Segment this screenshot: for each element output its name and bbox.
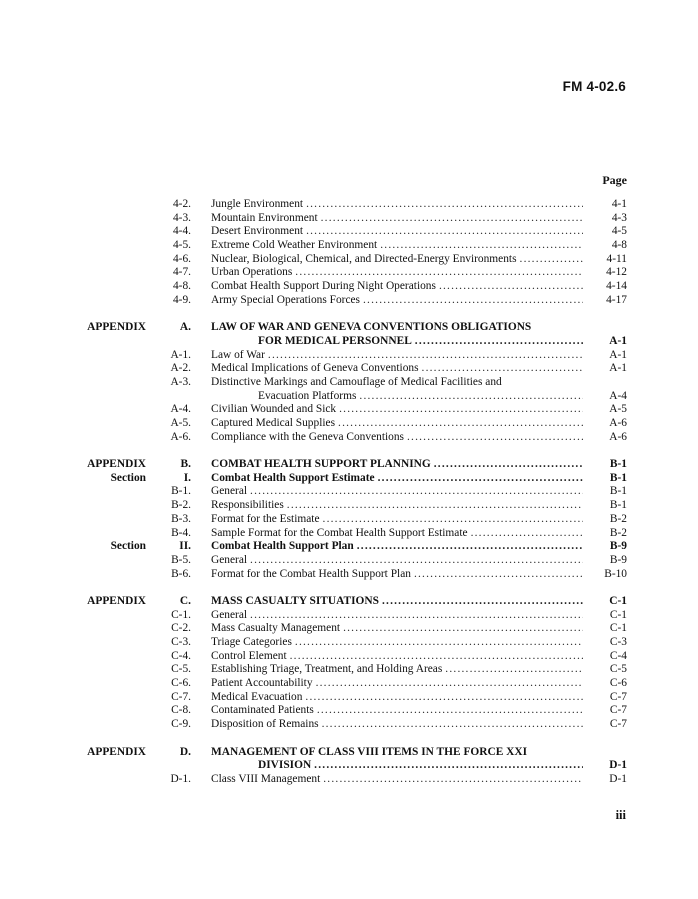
- dot-leader: [290, 650, 583, 664]
- toc-page-number: B-1: [609, 458, 627, 471]
- toc-entry-number: A-5.: [170, 417, 191, 429]
- toc-entry-title-wrap: [211, 609, 583, 623]
- toc-entry: [0, 198, 698, 212]
- toc-page-number: C-7: [609, 718, 627, 731]
- toc-entry-number: A-2.: [170, 362, 191, 375]
- dot-leader: [316, 677, 583, 691]
- toc-entry-number: A-1.: [170, 348, 191, 361]
- toc-entry: [0, 704, 698, 718]
- toc-page-number: B-1: [609, 499, 627, 512]
- toc-entry-title: Army Special Operations Forces: [211, 293, 360, 306]
- toc-entry-title-wrap: [211, 718, 583, 732]
- toc-entry-title-wrap: [211, 650, 583, 664]
- toc-spacer: [0, 732, 698, 746]
- toc-entry-title-wrap: [211, 225, 583, 239]
- toc-entry-title: General: [211, 485, 248, 498]
- dot-leader: [323, 773, 583, 787]
- toc-entry: [0, 527, 698, 541]
- toc-page-number: 4-1: [611, 198, 627, 210]
- toc-page-number: B-1: [609, 485, 627, 498]
- toc-entry-title-wrap: [211, 568, 583, 582]
- toc-entry-title-wrap: [211, 677, 583, 691]
- toc-entry: [0, 212, 698, 226]
- toc-entry-title-wrap: [211, 554, 583, 568]
- toc-entry-number: A-6.: [170, 430, 191, 443]
- toc-entry: [0, 266, 698, 280]
- toc-entry: [0, 390, 698, 404]
- toc-entry: [0, 677, 698, 691]
- toc-spacer: [0, 581, 698, 595]
- toc-entry-number: B.: [180, 458, 191, 471]
- toc-entry-title: Combat Health Support During Night Operations: [211, 280, 436, 293]
- toc-entry: [0, 650, 698, 664]
- dot-leader: [445, 663, 583, 677]
- dot-leader: [380, 239, 583, 253]
- toc-page-number: C-7: [609, 690, 627, 703]
- toc-entry-title-wrap: [211, 704, 583, 718]
- toc-entry-number: 4-8.: [172, 280, 191, 293]
- dot-leader: [357, 540, 583, 554]
- toc-page-number: D-1: [609, 759, 627, 772]
- toc-entry-title: Distinctive Markings and Camouflage of Medical Facilities and: [211, 375, 502, 388]
- dot-leader: [306, 225, 583, 239]
- toc-entry-title: Extreme Cold Weather Environment: [211, 239, 378, 252]
- toc-page-number: D-1: [609, 772, 627, 785]
- toc-entry-title: Responsibilities: [211, 499, 284, 512]
- toc-page-number: A-1: [609, 334, 627, 347]
- toc-entry: [0, 718, 698, 732]
- toc-entry: [0, 431, 698, 445]
- toc-page-number: 4-14: [606, 280, 627, 293]
- dot-leader: [250, 609, 583, 623]
- toc-entry-number: A-3.: [170, 375, 191, 388]
- toc-entry: [0, 362, 698, 376]
- toc-entry: [0, 485, 698, 499]
- toc-page-number: A-1: [609, 362, 627, 375]
- toc-entry-title-wrap: [211, 485, 583, 499]
- toc-entry-number: C.: [179, 594, 191, 607]
- toc-entry-number: D-1.: [170, 772, 191, 785]
- toc-entry-title: Combat Health Support Estimate: [211, 471, 375, 484]
- toc-entry-number: B-3.: [171, 512, 191, 525]
- dot-leader: [338, 417, 583, 431]
- toc-entry-number: 4-2.: [172, 198, 191, 210]
- toc-entry-title: Captured Medical Supplies: [211, 417, 336, 429]
- dot-leader: [422, 362, 583, 376]
- dot-leader: [295, 266, 583, 280]
- dot-leader: [268, 349, 583, 363]
- toc-entry-number: C-8.: [171, 704, 191, 717]
- toc-page-number: C-7: [609, 704, 627, 717]
- toc-page-number: A-1: [609, 348, 627, 361]
- toc-entry-title: Jungle Environment: [211, 198, 304, 210]
- dot-leader: [250, 554, 583, 568]
- toc-entry-number: B-6.: [171, 567, 191, 580]
- toc-entry-title-wrap: [258, 335, 583, 349]
- toc-entry-title: Urban Operations: [211, 266, 293, 279]
- dot-leader: [339, 403, 583, 417]
- toc-part-label: APPENDIX: [87, 458, 146, 471]
- toc-entry: [0, 403, 698, 417]
- toc-entry-title: Desert Environment: [211, 225, 304, 238]
- toc-entry-title-wrap: [211, 746, 583, 760]
- toc-entry-title: Medical Implications of Geneva Conventions: [211, 362, 419, 375]
- dot-leader: [321, 212, 583, 226]
- toc-entry-title-wrap: [211, 527, 583, 541]
- toc-entry-title: Law of War: [211, 348, 265, 361]
- toc-page-number: 4-17: [606, 293, 627, 306]
- dot-leader: [295, 636, 583, 650]
- toc-entry: [0, 499, 698, 513]
- toc-entry: [0, 253, 698, 267]
- toc-entry-number: A-4.: [170, 403, 191, 416]
- toc-entry: [0, 417, 698, 431]
- toc-entry-title: MASS CASUALTY SITUATIONS: [211, 594, 379, 607]
- toc-entry-title: Establishing Triage, Treatment, and Holding Areas: [211, 663, 443, 676]
- toc-entry: [0, 568, 698, 582]
- toc-entry-title: MANAGEMENT OF CLASS VIII ITEMS IN THE FORCE XXI: [211, 745, 528, 758]
- toc-entry-title: Contaminated Patients: [211, 704, 314, 717]
- toc-entry-title: Civilian Wounded and Sick: [211, 403, 337, 416]
- toc-entry-number: C-9.: [171, 718, 191, 731]
- toc-entry: [0, 294, 698, 308]
- toc-entry-title-wrap: [258, 390, 583, 404]
- toc-entry: [0, 513, 698, 527]
- toc-entry: [0, 609, 698, 623]
- toc-entry-number: C-1.: [171, 608, 191, 621]
- dot-leader: [407, 431, 583, 445]
- page-number: iii: [615, 808, 626, 822]
- toc-entry: [0, 554, 698, 568]
- toc-entry: [0, 280, 698, 294]
- toc-entry-number: C-5.: [171, 663, 191, 676]
- toc-entry-title: Medical Evacuation: [211, 690, 303, 703]
- toc-entry: [0, 239, 698, 253]
- toc-entry-title-wrap: [211, 513, 583, 527]
- toc-entry-number: 4-6.: [172, 252, 191, 265]
- dot-leader: [520, 253, 583, 267]
- toc-page-number: C-3: [609, 636, 627, 648]
- toc-page-number: C-1: [609, 622, 627, 635]
- toc-spacer: [0, 308, 698, 322]
- toc-entry-number: 4-3.: [172, 211, 191, 224]
- toc-entry: [0, 349, 698, 363]
- toc-page-number: 4-3: [611, 211, 627, 224]
- toc-page-number: C-6: [609, 677, 627, 690]
- toc-page-number: B-9: [609, 553, 627, 566]
- toc-entry-number: C-6.: [171, 677, 191, 690]
- toc-entry: [0, 636, 698, 650]
- toc-entry-title: Evacuation Platforms: [258, 389, 357, 402]
- toc-entry: [0, 321, 698, 335]
- toc-entry: [0, 773, 698, 787]
- dot-leader: [434, 458, 583, 472]
- toc-entry-number: II.: [179, 540, 191, 553]
- dot-leader: [415, 335, 583, 349]
- document-id: FM 4-02.6: [562, 79, 626, 94]
- toc-page-number: B-2: [609, 512, 627, 525]
- toc-page-number: B-2: [609, 526, 627, 539]
- toc-entry-title-wrap: [211, 403, 583, 417]
- toc-part-label: APPENDIX: [87, 745, 146, 758]
- dot-leader: [306, 198, 583, 212]
- dot-leader: [414, 568, 583, 582]
- toc-part-label: Section: [110, 540, 146, 553]
- toc-entry-title-wrap: [211, 362, 583, 376]
- toc-entry-number: A.: [179, 321, 191, 334]
- toc-page-number: 4-12: [606, 266, 627, 279]
- toc-entry-title: LAW OF WAR AND GENEVA CONVENTIONS OBLIGATIONS: [211, 321, 532, 334]
- toc-page-number: 4-5: [611, 225, 627, 238]
- toc-page-number: A-4: [609, 389, 627, 402]
- toc-entry-title-wrap: [211, 417, 583, 431]
- toc-entry-title: Format for the Estimate: [211, 512, 320, 525]
- toc-entry-number: 4-7.: [172, 266, 191, 279]
- toc-entry-title-wrap: [211, 691, 583, 705]
- toc-entry-number: 4-9.: [172, 293, 191, 306]
- dot-leader: [322, 718, 583, 732]
- toc-entry: [0, 759, 698, 773]
- toc-entry-title-wrap: [211, 595, 583, 609]
- toc-entry-title: Nuclear, Biological, Chemical, and Directed-Energy Environments: [211, 252, 517, 265]
- toc-page-number: 4-8: [611, 239, 627, 252]
- toc-entry-title-wrap: [211, 540, 583, 554]
- toc-page-number: C-1: [609, 608, 627, 621]
- toc-entry-title: DIVISION: [258, 759, 312, 772]
- toc-entry-title-wrap: [258, 759, 583, 773]
- toc-entry-title-wrap: [211, 636, 583, 650]
- dot-leader: [314, 759, 583, 773]
- toc-entry-title-wrap: [211, 349, 583, 363]
- toc-entry-title-wrap: [211, 266, 583, 280]
- toc-page-number: A-5: [609, 403, 627, 416]
- toc-entry: [0, 595, 698, 609]
- toc-entry-title: Control Element: [211, 649, 287, 662]
- toc-entry: [0, 746, 698, 760]
- toc-entry-title-wrap: [211, 294, 583, 308]
- toc-entry-title: COMBAT HEALTH SUPPORT PLANNING: [211, 458, 431, 471]
- dot-leader: [317, 704, 583, 718]
- toc-entry-title-wrap: [211, 212, 583, 226]
- dot-leader: [287, 499, 583, 513]
- toc-entry: [0, 335, 698, 349]
- table-of-contents: [0, 198, 698, 787]
- toc-entry-title-wrap: [211, 773, 583, 787]
- toc-entry-title-wrap: [211, 239, 583, 253]
- toc-entry-title-wrap: [211, 253, 583, 267]
- toc-entry-title-wrap: [211, 280, 583, 294]
- toc-entry-title: General: [211, 608, 248, 621]
- toc-entry-title: Compliance with the Geneva Conventions: [211, 430, 404, 443]
- toc-spacer: [0, 444, 698, 458]
- toc-entry-title-wrap: [211, 321, 583, 335]
- toc-entry-number: 4-4.: [172, 225, 191, 238]
- toc-page-number: B-1: [609, 471, 627, 484]
- toc-page-number: C-1: [609, 594, 627, 607]
- toc-entry-title-wrap: [211, 472, 583, 486]
- toc-entry-number: C-2.: [171, 622, 191, 635]
- toc-page-number: C-5: [609, 663, 627, 676]
- toc-entry-title-wrap: [211, 622, 583, 636]
- toc-entry-title: Class VIII Management: [211, 772, 321, 785]
- toc-part-label: Section: [110, 471, 146, 484]
- toc-entry-number: B-1.: [171, 485, 191, 498]
- toc-page-number: B-9: [609, 540, 627, 553]
- toc-entry-number: B-4.: [171, 526, 191, 539]
- toc-entry: [0, 472, 698, 486]
- toc-entry-title-wrap: [211, 198, 583, 212]
- toc-entry-title-wrap: [211, 499, 583, 513]
- toc-entry: [0, 225, 698, 239]
- toc-page-number: B-10: [604, 567, 627, 580]
- dot-leader: [471, 527, 583, 541]
- dot-leader: [323, 513, 583, 527]
- dot-leader: [305, 691, 583, 705]
- toc-entry-title: Mass Casualty Management: [211, 622, 341, 635]
- toc-entry-number: C-4.: [171, 649, 191, 662]
- toc-entry: [0, 540, 698, 554]
- toc-entry-title: Patient Accountability: [211, 677, 313, 690]
- toc-entry-number: 4-5.: [172, 239, 191, 252]
- toc-page-number: A-6: [609, 430, 627, 443]
- toc-page-number: 4-11: [606, 252, 627, 265]
- toc-entry-title: Combat Health Support Plan: [211, 540, 354, 553]
- toc-entry-title: FOR MEDICAL PERSONNEL: [258, 334, 412, 347]
- toc-entry-title: General: [211, 553, 248, 566]
- dot-leader: [363, 294, 583, 308]
- dot-leader: [378, 472, 583, 486]
- toc-entry-number: C-3.: [171, 636, 191, 648]
- dot-leader: [439, 280, 583, 294]
- dot-leader: [382, 595, 583, 609]
- toc-page-number: A-6: [609, 417, 627, 429]
- toc-entry: [0, 691, 698, 705]
- toc-part-label: APPENDIX: [87, 321, 146, 334]
- toc-entry-title: Disposition of Remains: [211, 718, 319, 731]
- toc-entry-title: Format for the Combat Health Support Plan: [211, 567, 411, 580]
- toc-entry-number: I.: [183, 471, 191, 484]
- toc-entry-number: B-5.: [171, 553, 191, 566]
- toc-entry-title-wrap: [211, 663, 583, 677]
- toc-entry: [0, 376, 698, 390]
- toc-entry-number: B-2.: [171, 499, 191, 512]
- toc-entry-title: Sample Format for the Combat Health Support Estimate: [211, 526, 468, 539]
- page-column-heading: Page: [602, 173, 627, 187]
- toc-entry-title-wrap: [211, 458, 583, 472]
- dot-leader: [359, 390, 583, 404]
- toc-entry-title-wrap: [211, 431, 583, 445]
- toc-entry: [0, 458, 698, 472]
- toc-entry: [0, 622, 698, 636]
- dot-leader: [250, 485, 583, 499]
- toc-entry-number: C-7.: [171, 690, 191, 703]
- dot-leader: [343, 622, 583, 636]
- toc-entry-number: D.: [179, 745, 191, 758]
- toc-entry-title: Triage Categories: [211, 636, 292, 648]
- toc-part-label: APPENDIX: [87, 594, 146, 607]
- toc-entry-title: Mountain Environment: [211, 211, 318, 224]
- toc-entry-title-wrap: [211, 376, 583, 390]
- toc-page-number: C-4: [609, 649, 627, 662]
- toc-entry: [0, 663, 698, 677]
